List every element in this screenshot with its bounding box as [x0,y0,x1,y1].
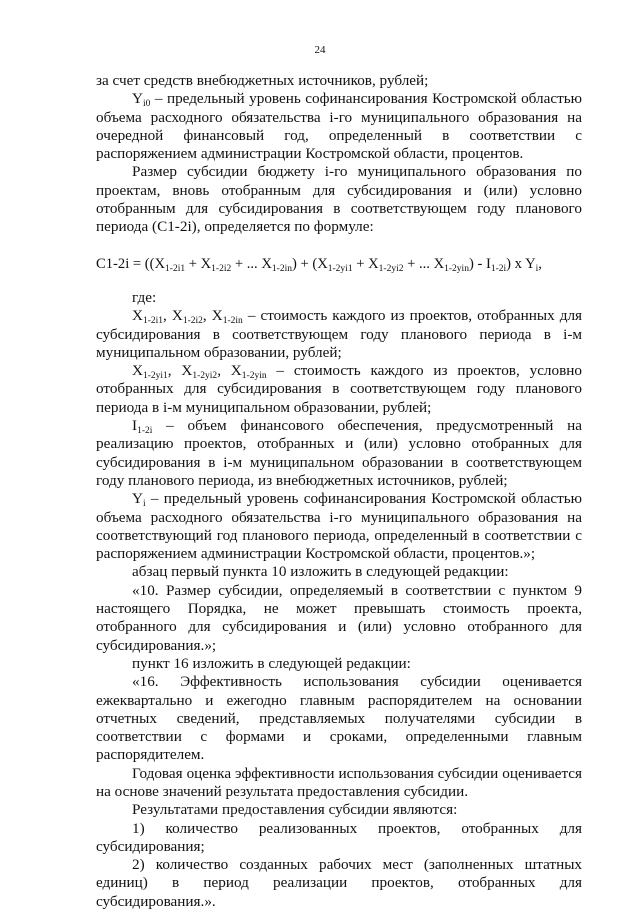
paragraph-xy-definition: $X_{1-2yi1}$, $X_{1-2yi2}$, $X_{1-2yin}$ – стоимость каждого из проектов, условно отобранных для субсидирования в соответствующем году планового периода в i-м муниципальном образовании, рублей; [96,362,583,416]
document-body [96,72,582,911]
formula-c1-2i: $C1-2i = ((X_{1-2i1} + X_{1-2i2}$ + ... $X_{1-2in}) + (X_{1-2yi1} + X_{1-2yi2}$ + ... $X_{1-2yin}) - I_{1-2i}$) x $Y_i$, [96,255,542,274]
paragraph-amend-point-16: пункт 16 изложить в следующей редакции: [132,654,411,672]
paragraph-point-10-text: «10. Размер субсидии, определяемый в соответствии с пунктом 9 настоящего Порядка, не может превышать стоимость проекта, отобранного для субсидирования и (или) условно отобранного для субсидирования.»; [96,581,582,654]
paragraph-annual-assessment: Годовая оценка эффективности использования субсидии оценивается на основе значений результата предоставления субсидии. [96,764,582,800]
paragraph-x-definition: $X_{1-2i1}$, $X_{1-2i2}$, $X_{1-2in}$ – стоимость каждого из проектов, отобранных для субсидирования в соответствующем году планового периода в i-м муниципальном образовании, рублей; [96,307,583,361]
paragraph-where: где: [132,288,157,306]
paragraph-yi0-definition: $Y_{i0}$ – предельный уровень софинансирования Костромской областью объема расходного обязательства i-го муниципального образования на очередной финансовый год, определенный в соответствии с распоряжением администрации Костромской области, процентов. [96,90,582,163]
list-item-result-2: 2) количество созданных рабочих мест (заполненных штатных единиц) в период реализации проектов, отобранных для субсидирования.». [96,856,582,910]
paragraph-subsidy-size-intro: Размер субсидии бюджету i-го муниципального образования по проектам, вновь отобранным для субсидирования и (или) условно отобранным для субсидирования в соответствующем году планового периода (C1-2i), определяется по формуле: [96,163,582,236]
list-item-result-1: 1) количество реализованных проектов, отобранных для субсидирования; [96,819,582,855]
paragraph-i-definition: $I_{1-2i}$ – объем финансового обеспечения, предусмотренный на реализацию проектов, отобранных и (или) условно отобранных для субсидирования в i-м муниципальном образовании в соответствующем году планового периода, из внебюджетных источников, рублей; [96,417,582,489]
paragraph-yi-definition: $Y_i$ – предельный уровень софинансирования Костромской областью объема расходного обязательства i-го муниципального образования на соответствующий год планового периода, определенный в соответствии с распоряжением администрации Костромской области, процентов.»; [96,490,582,563]
paragraph-funding-source: за счет средств внебюджетных источников, рублей; [96,72,429,89]
paragraph-results-intro: Результатами предоставления субсидии являются: [132,801,458,819]
paragraph-point-16-text: «16. Эффективность использования субсидии оценивается ежеквартально и ежегодно главным распорядителем на основании отчетных сведений, представляемых получателями субсидии в соответствии с формами и сроками, определенными главным распорядителем. [96,673,582,764]
page-number: 24 [314,44,326,56]
paragraph-amend-point-10: абзац первый пункта 10 изложить в следующей редакции: [132,563,509,581]
